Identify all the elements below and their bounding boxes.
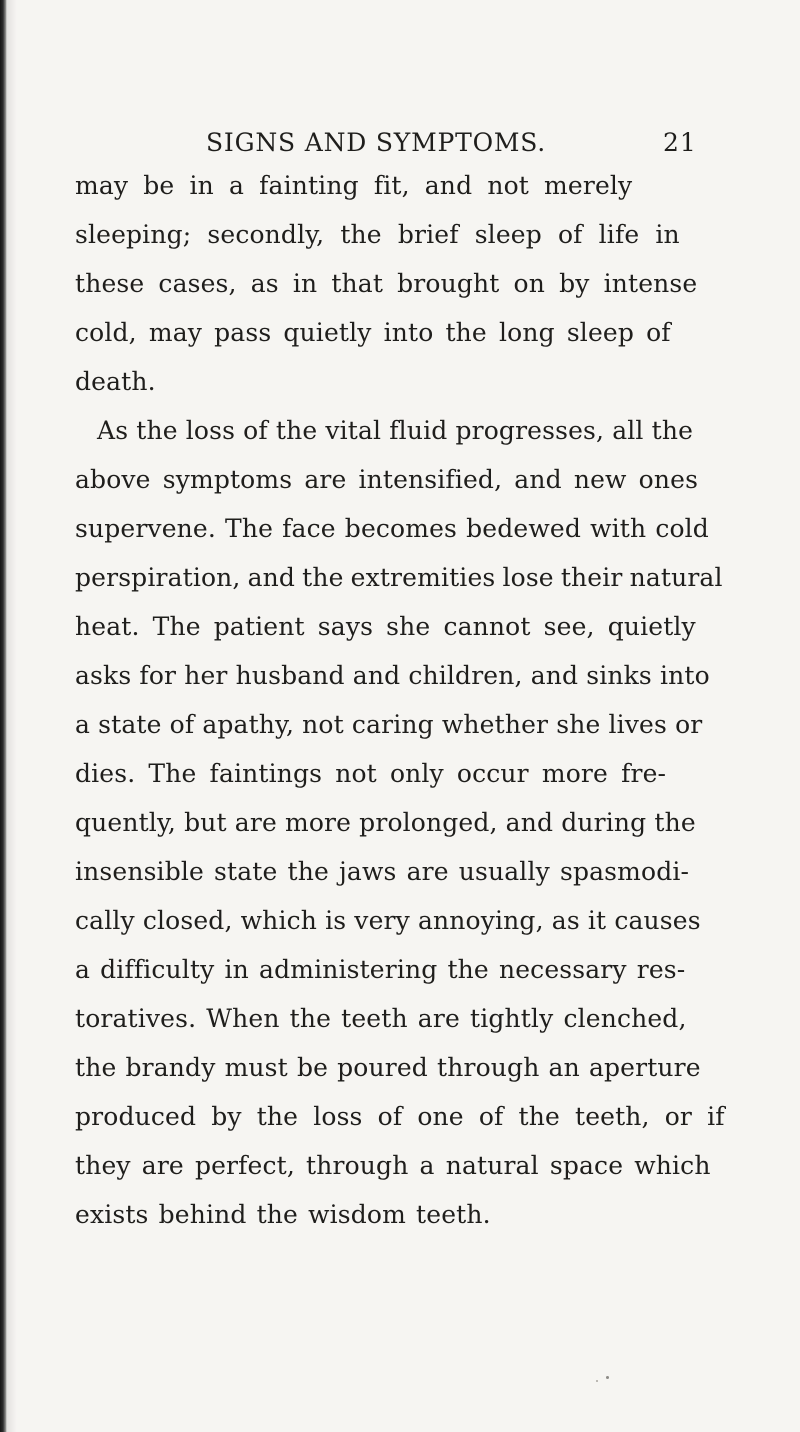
body-line: they are perfect, through a natural space which (75, 1151, 711, 1180)
body-line: heat. The patient says she cannot see, quietly (75, 612, 696, 641)
body-line: cold, may pass quietly into the long sleep of (75, 318, 671, 347)
body-line: may be in a fainting fit, and not merely (75, 171, 633, 200)
body-line: insensible state the jaws are usually spasmodi- (75, 857, 690, 886)
body-line: cally closed, which is very annoying, as it causes (75, 906, 701, 935)
body-line: exists behind the wisdom teeth. (75, 1200, 491, 1229)
body-line: produced by the loss of one of the teeth, or if (75, 1102, 725, 1131)
body-line: toratives. When the teeth are tightly clenched, (75, 1004, 687, 1033)
paper-speck (596, 1380, 598, 1382)
paragraph-first-line: As the loss of the vital fluid progresses, all the (97, 416, 694, 445)
body-line: above symptoms are intensified, and new ones (75, 465, 699, 494)
body-line: death. (75, 367, 156, 396)
body-line: asks for her husband and children, and sinks into (75, 661, 710, 690)
body-line: sleeping; secondly, the brief sleep of life in (75, 220, 680, 249)
body-line: dies. The faintings not only occur more fre- (75, 759, 667, 788)
body-line: supervene. The face becomes bedewed with cold (75, 514, 709, 543)
body-line: perspiration, and the extremities lose their natural (75, 563, 723, 592)
body-line: a difficulty in administering the necessary res- (75, 955, 686, 984)
body-line: quently, but are more prolonged, and during the (75, 808, 696, 837)
body-line: the brandy must be poured through an aperture (75, 1053, 701, 1082)
page-number: 21 (663, 128, 697, 157)
body-line: a state of apathy, not caring whether she lives or (75, 710, 703, 739)
body-line: these cases, as in that brought on by intense (75, 269, 698, 298)
running-title: SIGNS AND SYMPTOMS. (206, 128, 547, 157)
paper-speck (606, 1376, 609, 1379)
